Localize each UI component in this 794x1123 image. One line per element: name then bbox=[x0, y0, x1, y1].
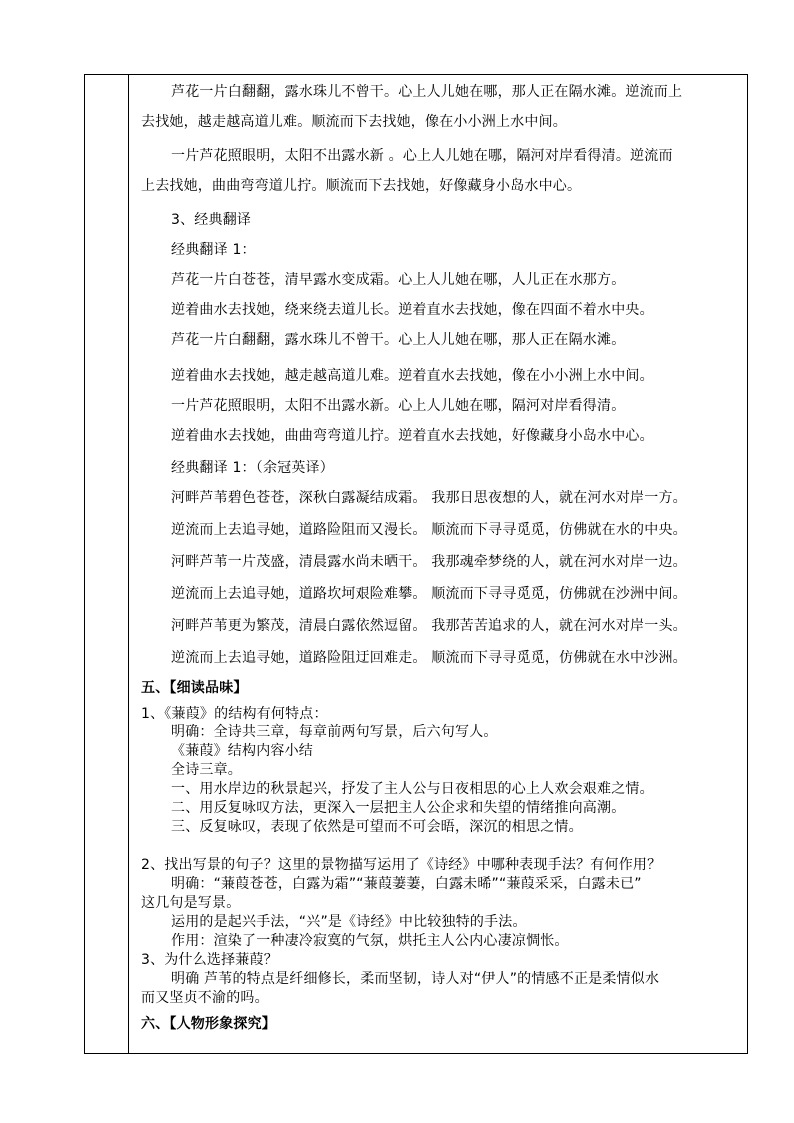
question: 1、《蒹葭》的结构有何特点： bbox=[141, 706, 328, 722]
paragraph-line: 一片芦花照眼明，太阳不出露水新 。心上人儿她在哪，隔河对岸看得清。逆流而 bbox=[171, 148, 673, 164]
translation-line: 逆着曲水去找她，曲曲弯弯道儿拧。逆着直水去找她，好像藏身小岛水中心。 bbox=[171, 428, 654, 444]
answer-line: 这几句是写景。 bbox=[141, 895, 241, 911]
translation-line: 芦花一片白翻翻，露水珠儿不曾干。心上人儿她在哪，那人正在隔水滩。 bbox=[171, 332, 626, 348]
translation-line: 一片芦花照眼明，太阳不出露水新。心上人儿她在哪，隔河对岸看得清。 bbox=[171, 398, 626, 414]
translation-line: 河畔芦苇更为繁茂，清晨白露依然逗留。 我那苦苦追求的人，就在河水对岸一头。 bbox=[171, 618, 687, 634]
left-column-cell bbox=[85, 75, 129, 1053]
answer-line: 《蒹葭》结构内容小结 bbox=[171, 743, 313, 759]
lesson-table bbox=[84, 74, 748, 1054]
answer-line: 而又坚贞不渝的吗。 bbox=[141, 990, 269, 1006]
answer-line: 明确 芦苇的特点是纤细修长，柔而坚韧，诗人对“伊人”的情感不正是柔情似水 bbox=[171, 971, 660, 987]
subsection-title: 3、经典翻译 bbox=[171, 212, 252, 228]
translation-title: 经典翻译 1： bbox=[171, 242, 256, 258]
paragraph-line: 去找她，越走越高道儿难。顺流而下去找她，像在小小洲上水中间。 bbox=[141, 114, 567, 130]
question: 2、找出写景的句子？这里的景物描写运用了《诗经》中哪种表现手法？有何作用？ bbox=[141, 857, 662, 873]
paragraph-line: 上去找她，曲曲弯弯道儿拧。顺流而下去找她，好像藏身小岛水中心。 bbox=[141, 178, 582, 194]
translation-line: 逆流而上去追寻她，道路坎坷艰险难攀。 顺流而下寻寻觅觅，仿佛就在沙洲中间。 bbox=[171, 586, 687, 602]
translation-line: 逆着曲水去找她，绕来绕去道儿长。逆着直水去找她，像在四面不着水中央。 bbox=[171, 302, 654, 318]
answer-line: 三、反复咏叹，表现了依然是可望而不可会晤，深沉的相思之情。 bbox=[171, 819, 583, 835]
translation-line: 逆流而上去追寻她，道路险阻而又漫长。 顺流而下寻寻觅觅，仿佛就在水的中央。 bbox=[171, 522, 687, 538]
answer-line: 二、用反复咏叹方法，更深入一层把主人公企求和失望的情绪推向高潮。 bbox=[171, 800, 626, 816]
answer-line: 作用：渲染了一种凄冷寂寞的气氛，烘托主人公内心凄凉惆怅。 bbox=[171, 933, 569, 949]
answer-line: 运用的是起兴手法，“兴”是《诗经》中比较独特的手法。 bbox=[171, 914, 527, 930]
section-heading: 六、【人物形象探究】 bbox=[141, 1016, 276, 1032]
translation-line: 河畔芦苇碧色苍苍，深秋白露凝结成霜。 我那日思夜想的人，就在河水对岸一方。 bbox=[171, 490, 687, 506]
answer-line: 明确：“蒹葭苍苍，白露为霜”“蒹葭萋萋，白露未晞”“蒹葭采采，白露未已” bbox=[171, 876, 642, 892]
answer-line: 明确：全诗共三章，每章前两句写景，后六句写人。 bbox=[171, 724, 498, 740]
translation-line: 逆流而上去追寻她，道路险阻迂回难走。 顺流而下寻寻觅觅，仿佛就在水中沙洲。 bbox=[171, 650, 687, 666]
translation-line: 逆着曲水去找她，越走越高道儿难。逆着直水去找她，像在小小洲上水中间。 bbox=[171, 368, 654, 384]
paragraph-line: 芦花一片白翻翻，露水珠儿不曾干。心上人儿她在哪，那人正在隔水滩。逆流而上 bbox=[171, 84, 683, 100]
translation-title: 经典翻译 1：（余冠英译） bbox=[171, 460, 334, 476]
section-heading: 五、【细读品味】 bbox=[141, 680, 248, 696]
question: 3、为什么选择蒹葭？ bbox=[141, 952, 278, 968]
answer-line: 全诗三章。 bbox=[171, 762, 242, 778]
answer-line: 一、用水岸边的秋景起兴，抒发了主人公与日夜相思的心上人欢会艰难之情。 bbox=[171, 781, 654, 797]
translation-line: 河畔芦苇一片茂盛，清晨露水尚未晒干。 我那魂牵梦绕的人，就在河水对岸一边。 bbox=[171, 554, 687, 570]
translation-line: 芦花一片白苍苍，清早露水变成霜。心上人儿她在哪，人儿正在水那方。 bbox=[171, 272, 626, 288]
